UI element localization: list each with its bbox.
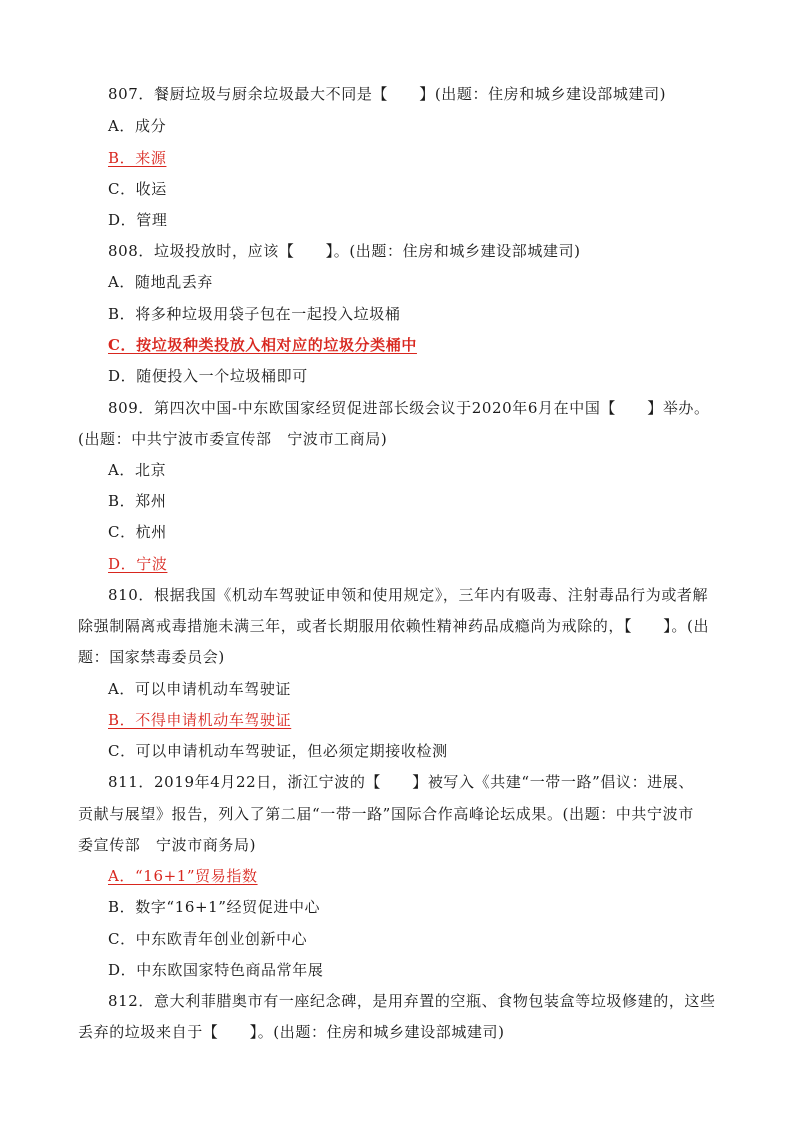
question-808-option-c-answer: C．按垃圾种类投放入相对应的垃圾分类桶中: [108, 336, 417, 354]
question-811-option-d: D．中东欧国家特色商品常年展: [108, 961, 324, 979]
question-810-option-b-answer: B．不得申请机动车驾驶证: [108, 711, 292, 729]
question-812-stem: 812．意大利菲腊奥市有一座纪念碑，是用弃置的空瓶、食物包装盒等垃圾修建的，这些: [108, 992, 716, 1010]
question-809-option-d-answer: D．宁波: [108, 555, 168, 573]
question-810-stem: 810．根据我国《机动车驾驶证申领和使用规定》，三年内有吸毒、注射毒品行为或者解: [108, 586, 709, 604]
question-811-stem: 811．2019年4月22日，浙江宁波的【 】被写入《共建“一带一路”倡议：进展、: [108, 773, 694, 791]
question-809-option-c: C．杭州: [108, 523, 167, 541]
question-807-option-c: C．收运: [108, 180, 167, 198]
question-807-option-b-answer: B．来源: [108, 149, 167, 167]
question-810-stem-cont-1: 除强制隔离戒毒措施未满三年，或者长期服用依赖性精神药品成瘾尚为戒除的，【 】。(出: [78, 617, 710, 635]
question-811-option-c: C．中东欧青年创业创新中心: [108, 930, 308, 948]
question-808-option-a: A．随地乱丢弃: [108, 273, 214, 291]
question-807-option-a: A．成分: [108, 117, 167, 135]
question-812-stem-cont: 丢弃的垃圾来自于【 】。(出题：住房和城乡建设部城建司): [78, 1023, 505, 1041]
question-807-stem: 807．餐厨垃圾与厨余垃圾最大不同是【 】(出题：住房和城乡建设部城建司): [108, 85, 667, 103]
question-809-stem-cont: (出题：中共宁波市委宣传部 宁波市工商局): [78, 430, 388, 448]
question-811-stem-cont-2: 委宣传部 宁波市商务局): [78, 836, 257, 854]
question-810-option-c: C．可以申请机动车驾驶证，但必须定期接收检测: [108, 742, 448, 760]
question-807-option-d: D．管理: [108, 211, 168, 229]
question-811-stem-cont-1: 贡献与展望》报告，列入了第二届“一带一路”国际合作高峰论坛成果。(出题：中共宁波市: [78, 805, 694, 823]
question-808-option-d: D．随便投入一个垃圾桶即可: [108, 367, 308, 385]
question-808-option-b: B．将多种垃圾用袋子包在一起投入垃圾桶: [108, 305, 401, 323]
question-810-option-a: A．可以申请机动车驾驶证: [108, 680, 292, 698]
question-811-option-b: B．数字“16+1”经贸促进中心: [108, 898, 321, 916]
question-809-stem: 809．第四次中国-中东欧国家经贸促进部长级会议于2020年6月在中国【 】举办。: [108, 399, 710, 417]
question-810-stem-cont-2: 题：国家禁毒委员会): [78, 648, 225, 666]
question-811-option-a-answer: A．“16+1”贸易指数: [108, 867, 258, 885]
question-809-option-a: A．北京: [108, 461, 167, 479]
question-808-stem: 808．垃圾投放时，应该【 】。(出题：住房和城乡建设部城建司): [108, 242, 581, 260]
question-809-option-b: B．郑州: [108, 492, 167, 510]
